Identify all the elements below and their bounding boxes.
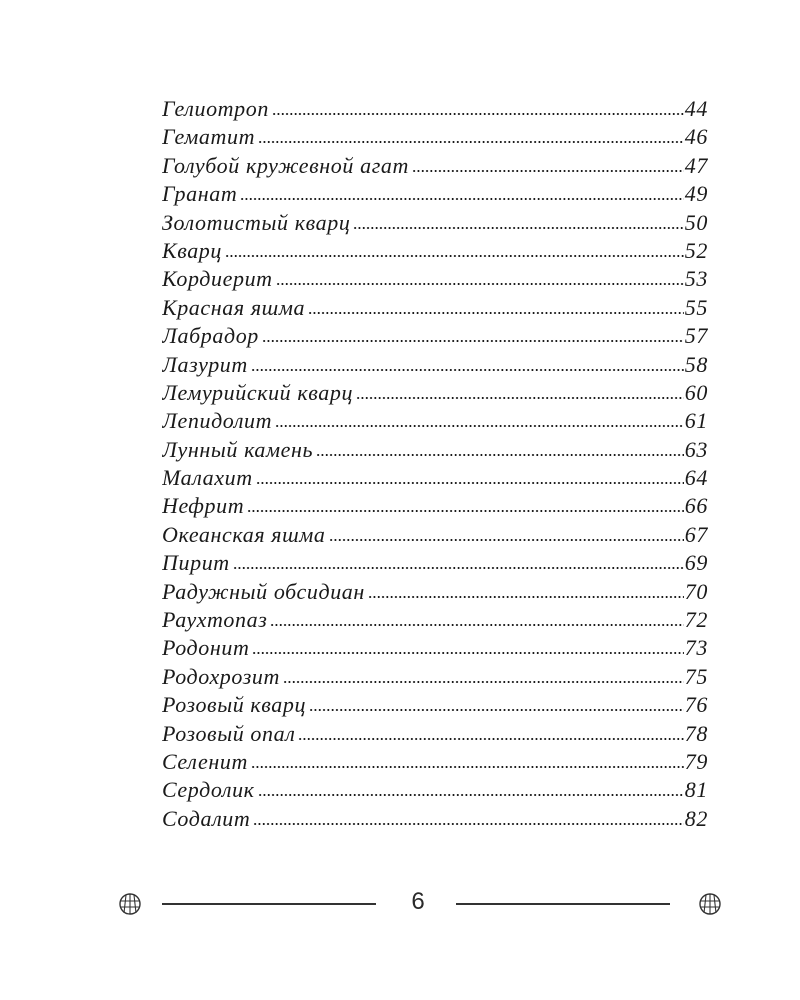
toc-entry-page: 79 bbox=[684, 748, 708, 774]
toc-entry bbox=[162, 266, 708, 294]
toc-entry-title: Родохрозит bbox=[162, 663, 280, 689]
toc-entry-title: Лазурит bbox=[162, 351, 248, 377]
toc-entry bbox=[162, 323, 708, 351]
toc-entry-title: Океанская яшма bbox=[162, 521, 326, 547]
dot-leader bbox=[298, 738, 683, 740]
dot-leader bbox=[233, 567, 684, 569]
dot-leader bbox=[251, 369, 684, 371]
toc-entry-page: 47 bbox=[684, 152, 708, 178]
toc-entry bbox=[162, 635, 708, 663]
toc-entry-page: 55 bbox=[684, 294, 708, 320]
footer-rule-left bbox=[162, 903, 376, 905]
toc-entry bbox=[162, 664, 708, 692]
table-of-contents bbox=[162, 96, 708, 834]
dot-leader bbox=[247, 510, 684, 512]
toc-entry-page: 78 bbox=[684, 720, 708, 746]
toc-entry-title: Нефрит bbox=[162, 493, 245, 519]
toc-entry bbox=[162, 380, 708, 408]
dot-leader bbox=[258, 794, 684, 796]
toc-entry-page: 70 bbox=[684, 578, 708, 604]
toc-entry bbox=[162, 749, 708, 777]
toc-entry bbox=[162, 181, 708, 209]
dot-leader bbox=[256, 482, 684, 484]
dot-leader bbox=[251, 766, 684, 768]
gem-ornament-icon bbox=[118, 892, 142, 916]
toc-entry-page: 73 bbox=[684, 635, 708, 661]
dot-leader bbox=[225, 255, 684, 257]
toc-entry-page: 81 bbox=[684, 777, 708, 803]
gem-ornament-icon bbox=[698, 892, 722, 916]
toc-entry-page: 49 bbox=[684, 181, 708, 207]
toc-entry-title: Кварц bbox=[162, 237, 223, 263]
toc-entry bbox=[162, 777, 708, 805]
dot-leader bbox=[272, 113, 684, 115]
toc-entry bbox=[162, 607, 708, 635]
toc-entry-page: 46 bbox=[684, 124, 708, 150]
toc-entry-page: 66 bbox=[684, 493, 708, 519]
toc-entry-title: Сердолик bbox=[162, 777, 255, 803]
toc-entry bbox=[162, 692, 708, 720]
toc-entry-page: 64 bbox=[684, 465, 708, 491]
toc-entry bbox=[162, 210, 708, 238]
dot-leader bbox=[329, 539, 684, 541]
toc-entry bbox=[162, 550, 708, 578]
toc-entry-title: Содалит bbox=[162, 805, 251, 831]
toc-entry bbox=[162, 408, 708, 436]
toc-entry-title: Малахит bbox=[162, 465, 253, 491]
dot-leader bbox=[258, 141, 684, 143]
toc-entry bbox=[162, 124, 708, 152]
page-number: 6 bbox=[411, 888, 425, 915]
toc-entry-title: Гелиотроп bbox=[162, 96, 269, 121]
dot-leader bbox=[276, 283, 684, 285]
toc-entry-title: Розовый кварц bbox=[162, 692, 307, 718]
toc-entry bbox=[162, 579, 708, 607]
toc-entry bbox=[162, 238, 708, 266]
dot-leader bbox=[270, 624, 683, 626]
toc-entry-title: Красная яшма bbox=[162, 294, 306, 320]
toc-entry bbox=[162, 352, 708, 380]
toc-entry-title: Голубой кружевной агат bbox=[162, 152, 409, 178]
toc-entry-page: 61 bbox=[684, 408, 708, 434]
dot-leader bbox=[253, 823, 683, 825]
toc-entry bbox=[162, 465, 708, 493]
toc-entry-title: Лепидолит bbox=[162, 408, 273, 434]
toc-entry-page: 50 bbox=[684, 209, 708, 235]
toc-entry bbox=[162, 437, 708, 465]
toc-entry-title: Раухтопаз bbox=[162, 607, 268, 633]
toc-entry-page: 60 bbox=[684, 379, 708, 405]
dot-leader bbox=[262, 340, 684, 342]
toc-entry-page: 44 bbox=[684, 96, 708, 121]
toc-entry-title: Родонит bbox=[162, 635, 250, 661]
dot-leader bbox=[240, 198, 683, 200]
toc-entry-page: 67 bbox=[684, 521, 708, 547]
dot-leader bbox=[356, 397, 684, 399]
toc-entry-page: 63 bbox=[684, 436, 708, 462]
toc-entry-title: Селенит bbox=[162, 748, 248, 774]
toc-entry bbox=[162, 295, 708, 323]
toc-entry-page: 53 bbox=[684, 266, 708, 292]
dot-leader bbox=[308, 312, 684, 314]
toc-entry bbox=[162, 806, 708, 834]
toc-entry-page: 57 bbox=[684, 323, 708, 349]
toc-entry-title: Розовый опал bbox=[162, 720, 296, 746]
toc-entry-page: 72 bbox=[684, 607, 708, 633]
toc-entry-title: Лабрадор bbox=[162, 323, 259, 349]
toc-entry-title: Золотистый кварц bbox=[162, 209, 351, 235]
toc-entry-title: Гранат bbox=[162, 181, 238, 207]
dot-leader bbox=[412, 170, 684, 172]
toc-entry bbox=[162, 493, 708, 521]
footer-rule-right bbox=[456, 903, 670, 905]
dot-leader bbox=[283, 681, 684, 683]
toc-entry-page: 58 bbox=[684, 351, 708, 377]
toc-entry-title: Лемурийский кварц bbox=[162, 379, 354, 405]
toc-entry-page: 75 bbox=[684, 663, 708, 689]
dot-leader bbox=[316, 454, 684, 456]
toc-entry bbox=[162, 153, 708, 181]
toc-entry-page: 82 bbox=[684, 805, 708, 831]
toc-entry bbox=[162, 721, 708, 749]
toc-entry-page: 52 bbox=[684, 237, 708, 263]
dot-leader bbox=[353, 227, 683, 229]
toc-entry-title: Гематит bbox=[162, 124, 256, 150]
toc-entry-title: Пирит bbox=[162, 550, 230, 576]
dot-leader bbox=[252, 652, 683, 654]
toc-entry-page: 69 bbox=[684, 550, 708, 576]
toc-entry bbox=[162, 522, 708, 550]
dot-leader bbox=[309, 709, 684, 711]
toc-entry-title: Лунный камень bbox=[162, 436, 314, 462]
dot-leader bbox=[275, 425, 684, 427]
page-footer bbox=[118, 886, 722, 922]
toc-entry-title: Радужный обсидиан bbox=[162, 578, 365, 604]
toc-entry-title: Кордиерит bbox=[162, 266, 273, 292]
dot-leader bbox=[368, 596, 684, 598]
toc-entry bbox=[162, 96, 708, 124]
toc-entry-page: 76 bbox=[684, 692, 708, 718]
